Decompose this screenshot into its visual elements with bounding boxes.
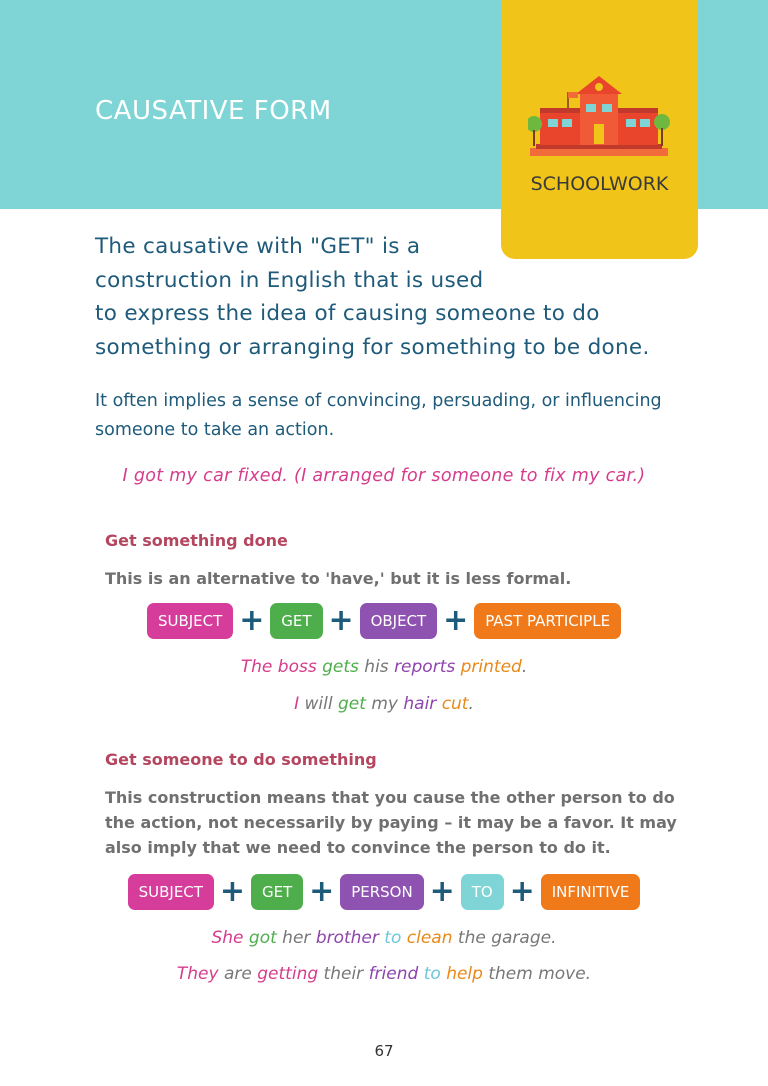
formula-pill-person: PERSON xyxy=(340,874,424,910)
implication-paragraph: It often implies a sense of convincing, persuading, or influencing someone to take an action. xyxy=(95,391,662,440)
example-word: will xyxy=(299,694,339,714)
example-word: the garage. xyxy=(452,928,557,948)
example-word: gets xyxy=(322,657,359,677)
tab-label: SCHOOLWORK xyxy=(530,173,669,195)
section-heading-get-someone-to-do: Get someone to do something xyxy=(105,750,377,769)
example-word: her xyxy=(276,928,316,948)
schoolwork-tab xyxy=(501,0,698,259)
example-word: hair xyxy=(403,694,437,714)
example-word: friend xyxy=(368,964,419,984)
plus-sign: + xyxy=(328,603,354,638)
formula-pill-subject: SUBJECT xyxy=(147,603,233,639)
example-word: . xyxy=(521,657,528,677)
example-word: them move. xyxy=(482,964,592,984)
plus-sign: + xyxy=(239,603,265,638)
example-word: his xyxy=(358,657,395,677)
example-sentence xyxy=(0,928,768,948)
section-description-get-something-done: This is an alternative to 'have,' but it is less formal. xyxy=(105,569,572,588)
example-word: She xyxy=(211,928,244,948)
example-word: to xyxy=(384,928,402,948)
formula-pill-get: GET xyxy=(251,874,303,910)
example-word: printed xyxy=(460,657,522,677)
plus-sign: + xyxy=(309,874,335,909)
example-word: get xyxy=(338,694,366,714)
formula-pill-subject: SUBJECT xyxy=(128,874,214,910)
school-building-icon xyxy=(528,74,670,166)
intro-text: The causative with "GET" is a construction in English that is used to express the idea of causing someone to do something or arranging for something to be done. xyxy=(95,234,650,360)
example-sentence xyxy=(0,694,768,714)
intro-paragraph xyxy=(95,230,705,364)
example-word: their xyxy=(318,964,369,984)
formula-pill-get: GET xyxy=(270,603,322,639)
plus-sign: + xyxy=(443,603,469,638)
example-word: to xyxy=(423,964,441,984)
formula-pill-to: TO xyxy=(461,874,504,910)
example-word: getting xyxy=(257,964,319,984)
formula-pill-past-participle: PAST PARTICIPLE xyxy=(474,603,621,639)
example-word: my xyxy=(365,694,404,714)
plus-sign: + xyxy=(509,874,535,909)
example-word: reports xyxy=(394,657,456,677)
main-example: I got my car fixed. (I arranged for someone to fix my car.) xyxy=(122,466,646,486)
example-word: are xyxy=(218,964,258,984)
example-word: I xyxy=(294,694,300,714)
example-sentence xyxy=(0,657,768,677)
formula-get-something-done xyxy=(0,603,768,639)
plus-sign: + xyxy=(219,874,246,909)
example-word: help xyxy=(446,964,483,984)
example-word: cut xyxy=(441,694,469,714)
page-number: 67 xyxy=(374,1042,394,1060)
example-word: got xyxy=(248,928,277,948)
example-word: . xyxy=(468,694,474,714)
example-word: clean xyxy=(406,928,453,948)
example-sentence xyxy=(0,964,768,984)
plus-sign: + xyxy=(429,874,455,909)
formula-pill-object: OBJECT xyxy=(360,603,438,639)
section-description-get-someone-to-do: This construction means that you cause the other person to do the action, not necessarily by paying – it may be a favor. It may also imply that we need to convince the person to do it. xyxy=(105,788,677,857)
example-word: brother xyxy=(315,928,379,948)
example-word: The boss xyxy=(240,657,317,677)
section-heading-get-something-done: Get something done xyxy=(105,531,288,550)
formula-pill-infinitive: INFINITIVE xyxy=(541,874,641,910)
formula-get-someone-to-do xyxy=(0,874,768,910)
example-word: They xyxy=(176,964,219,984)
page-title: CAUSATIVE FORM xyxy=(95,96,332,126)
